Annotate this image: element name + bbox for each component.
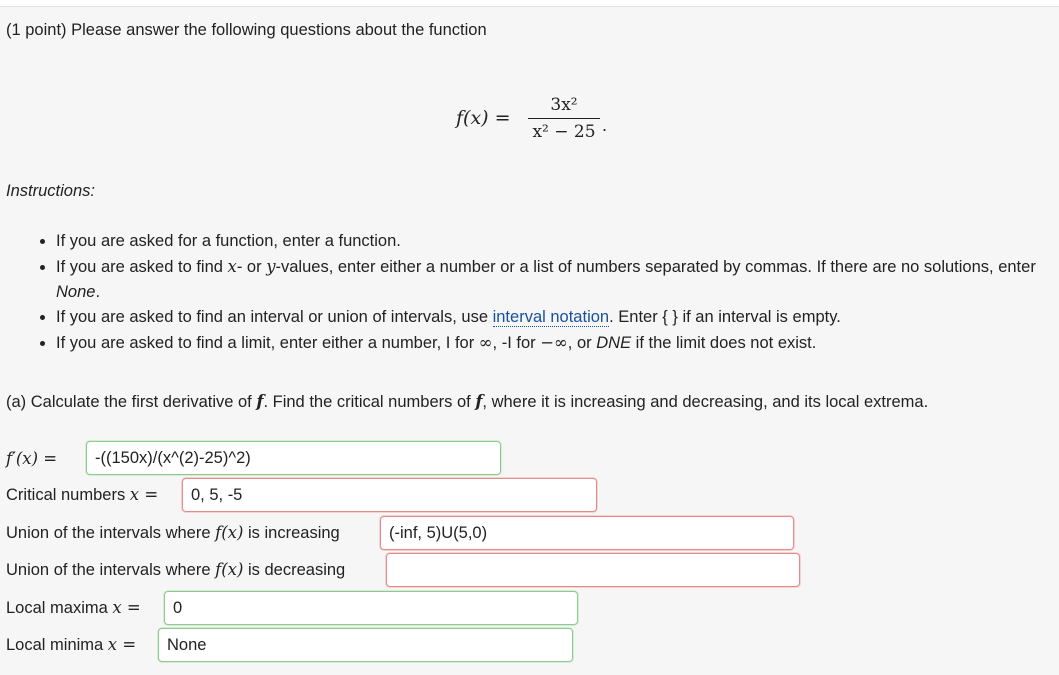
decreasing-input[interactable]: [386, 553, 800, 587]
question-intro: (1 point) Please answer the following questions about the function: [6, 21, 487, 39]
instruction-item: • If you are asked to find a limit, enter either a number, I for ∞, -I for −∞, or DNE if the limit does not exist.: [56, 330, 1056, 356]
instructions-title: Instructions:: [6, 182, 95, 200]
decreasing-label: Union of the intervals where f(x) is decreasing: [6, 560, 346, 579]
local-minima-input[interactable]: [158, 628, 573, 662]
instruction-item: • If you are asked to find an interval or union of intervals, use interval notation. Enter { } if an interval is empty.: [56, 305, 1056, 330]
function-formula: [456, 93, 616, 153]
local-maxima-input[interactable]: [164, 591, 578, 625]
formula-period: .: [602, 115, 608, 135]
fraction-bar: [528, 118, 600, 119]
instruction-item: • If you are asked for a function, enter a function.: [56, 229, 1056, 254]
derivative-input[interactable]: [86, 441, 501, 475]
formula-numerator: 3x²: [550, 95, 578, 115]
increasing-label: Union of the intervals where f(x) is increasing: [6, 523, 340, 542]
problem-panel: [0, 6, 1059, 675]
critical-numbers-input[interactable]: [182, 478, 597, 512]
formula-lhs: f(x) =: [456, 107, 511, 129]
interval-notation-link[interactable]: interval notation: [492, 308, 610, 326]
part-a-prompt: (a) Calculate the first derivative of f. Find the critical numbers of f, where it is increasing and decreasing, and its local extrema.: [6, 392, 929, 411]
formula-fraction: [528, 93, 600, 143]
local-minima-label: Local minima x =: [6, 635, 137, 654]
local-maxima-label: Local maxima x =: [6, 598, 141, 617]
derivative-label: f′(x) =: [6, 449, 58, 468]
formula-denominator: x² − 25: [532, 122, 596, 142]
instruction-item: • If you are asked to find x- or y-values, enter either a number or a list of numbers separated by commas. If there are no solutions, enter None.: [56, 254, 1056, 305]
increasing-input[interactable]: [380, 516, 794, 550]
instructions-list: [28, 229, 1056, 356]
critical-numbers-label: Critical numbers x =: [6, 485, 159, 504]
